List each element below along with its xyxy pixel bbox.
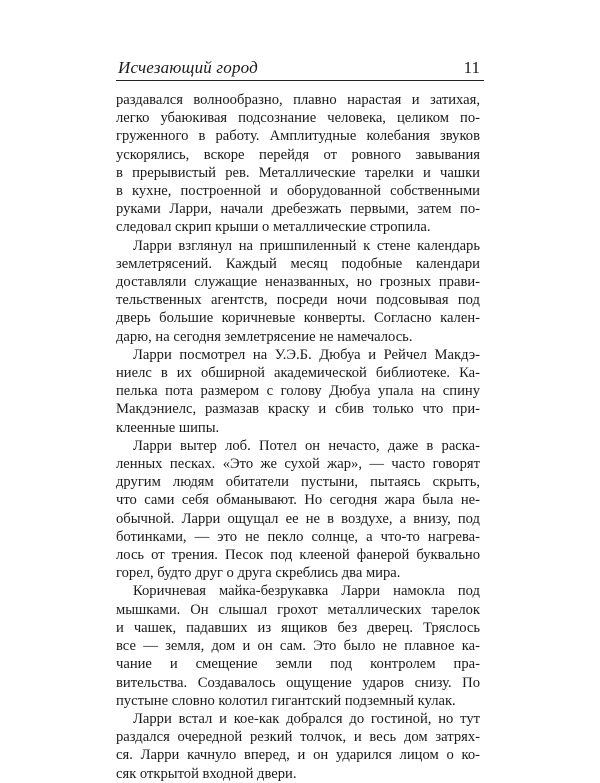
running-header [116,58,484,81]
text-line: раздался очередной резкий толчок, и весь дом затрях- [116,729,480,746]
paragraph [116,91,480,237]
text-line: что сами себя обманывают. Но сегодня жара была не- [116,492,480,509]
text-line: ся. Ларри качнуло вперед, и он ударился лицом о ко- [116,747,480,764]
text-line: в кухне, построенной и оборудованной собственными [116,183,480,200]
text-line: все — земля, дом и он сам. Это было не плавное ка- [116,638,480,655]
text-line: следовал скрип крыши о металлические стропила. [116,219,431,236]
text-line: вительства. Создавалось ощущение ударов снизу. По [116,674,480,691]
text-line: груженного в работу. Амплитудные колебания звуков [116,128,480,145]
text-line: обычной. Ларри ощущал ее не в воздухе, а внизу, под [116,510,480,527]
text-line: Ларри встал и кое-как добрался до гостиной, но тут [133,710,480,727]
text-line: ниелс в их обширной академической библиотеке. Ка- [116,365,480,382]
text-line: клеенные шипы. [116,419,220,436]
text-line: Ларри посмотрел на У.Э.Б. Дюбуа и Рейчел Макдэ- [133,346,480,363]
text-line: легко убаюкивая подсознание человека, целиком по- [116,110,480,127]
paragraph [116,710,480,783]
text-line: дверь большие коричневые конверты. Согласно кален- [116,310,480,327]
text-line: горел, будто друг о друга скреблись два мира. [116,565,401,582]
text-line: в прерывистый рев. Металлические тарелки и чашки [116,164,480,181]
paragraph [116,346,480,437]
text-line: раздавался волнообразно, плавно нарастая и затихая, [116,92,480,108]
text-line: лось от трения. Песок под клееной фанерой буквально [116,547,480,564]
text-line: пустыне словно колотил гигантский подземный кулак. [116,692,456,709]
text-line: мышками. Он слышал грохот металлических тарелок [116,601,480,618]
text-line: тельственных агентств, посреди ночи подсовывая под [116,292,480,309]
text-line: Макдэниелс, размазав краску и сбив только что при- [116,401,480,418]
text-line: Ларри вытер лоб. Потел он нечасто, даже в раска- [133,437,480,454]
text-line: и чашек, падавших из ящиков без дверец. Тряслось [116,619,480,636]
text-line: ускорялись, вскоре перейдя от ровного завывания [116,146,480,163]
running-title: Исчезающий город [118,58,258,77]
text-line: ленных песках. «Это же сухой жар», — часто говорят [116,456,480,473]
text-line: землетрясений. Каждый месяц подобные календари [116,255,480,272]
text-line: чание и смещение земли под контролем пра- [116,656,480,673]
text-line: руками Ларри, начали дребезжать первыми, затем по- [116,201,480,218]
paragraph [116,437,480,583]
text-line: Ларри взглянул на пришпиленный к стене календарь [133,237,480,254]
text-line: Коричневая майка-безрукавка Ларри намокла под [133,583,480,600]
page-number: 11 [463,58,480,77]
text-line: другим людям обитатели пустыни, пытаясь скрыть, [116,474,480,491]
text-line: дарю, на сегодня землетрясение не намечалось. [116,328,413,345]
text-line: ботинками, — это не пекло солнце, а что-то нагрева- [116,528,480,545]
paragraph [116,237,480,346]
text-line: доставляли служащие неназванных, но грозных прави- [116,274,480,291]
text-line: сяк открытой входной двери. [116,765,297,782]
paragraph [116,582,480,709]
text-line: пелька пота размером с голову Дюбуа упала на спину [116,383,480,400]
body-text [116,91,480,783]
